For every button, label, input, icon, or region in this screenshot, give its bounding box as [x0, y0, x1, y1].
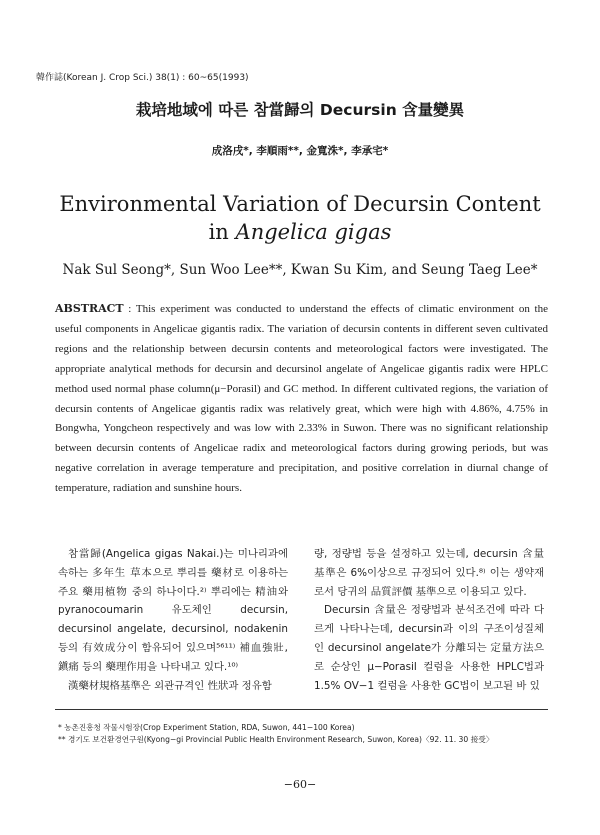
abstract-text: : This experiment was conducted to understand the effects of climatic environment on the useful components in Angelicae gigantis radix. The variation of decursin contents in different seven cultivated regions and the relationship between decursin contents and meteorological factors were investigated. The appropriate analytical methods for decursin and decursinol angelate of Angelicae gigantis radix were HPLC method used normal phase column(μ−Porasil) and GC method. In different cultivated regions, the variation of decursin contents of Angelicae gigantis radix was relatively great, which were high with 4.86%, 4.75% in Bongwha, Yongcheon respectively and was low with 2.33% in Suwon. There was no significant relationship between decursin contents of Angelicae radix and meteorological factors during growing periods, but was negative correlation in average temperature and precipitation, and positive correlation in diurnal change of temperature, radiation and sunshine hours.: [55, 303, 548, 495]
english-title-prefix: in: [208, 220, 229, 244]
english-title-line1: Environmental Variation of Decursin Content: [59, 192, 541, 216]
body-paragraph: Decursin 含量은 정량법과 분석조건에 따라 다르게 나타나는데, decursin과 이의 구조이성질체인 decursinol angelate가 分離되는 定量方法으로 순상인 μ−Porasil 컬럼을 사용한 HPLC법과 1.5% OV−1 컬럼을 사용한 GC법이 보고된 바 있: [314, 604, 544, 692]
abstract-label: ABSTRACT: [55, 302, 124, 315]
korean-authors: 成洛戌*, 李順雨**, 金寬洙*, 李承宅*: [211, 145, 389, 157]
english-title-line2: [0, 220, 600, 244]
body-paragraph: 량, 정량법 등을 설정하고 있는데, decursin 含量基準은 6%이상으로 규정되어 있다.⁸⁾ 이는 생약재로서 당귀의 品質評價 基準으로 이용되고 있다.: [314, 548, 544, 598]
body-paragraph: 漢藥材規格基準은 외관규격인 性狀과 정유함: [68, 679, 272, 692]
footnote-divider: [55, 709, 548, 710]
body-column-right: [314, 545, 544, 695]
abstract: [55, 299, 548, 499]
korean-title: 栽培地域에 따른 참當歸의 Decursin 含量變異: [135, 101, 465, 119]
footnote-affiliation-2: ** 경기도 보건환경연구원(Kyong−gi Provincial Public Health Environment Research, Suwon, Korea)〈92. 11. 30 接受〉: [58, 735, 494, 744]
journal-citation: 韓作誌(Korean J. Crop Sci.) 38(1) : 60~65(1993): [36, 73, 249, 83]
footnotes: [58, 722, 548, 746]
english-title-species: Angelica gigas: [235, 220, 392, 244]
body-paragraph: 참當歸(Angelica gigas Nakai.)는 미나리과에 속하는 多年生 草本으로 뿌리를 藥材로 이용하는 주요 藥用植物 중의 하나이다.²⁾ 뿌리에는 精油와 pyranocoumarin 유도체인 decursin, decursinol angelate, decursinol, nodakenin 등의 有效成分이 함유되어 있으며⁵⁶¹¹⁾ 補血強壯, 鎭痛 등의 藥理作用을 나타내고 있다.¹⁰⁾: [58, 548, 288, 673]
page-number: −60−: [283, 778, 317, 791]
footnote-affiliation-1: * 농촌진흥청 작물시험장(Crop Experiment Station, RDA, Suwon, 441−100 Korea): [58, 723, 355, 732]
english-authors: Nak Sul Seong*, Sun Woo Lee**, Kwan Su Kim, and Seung Taeg Lee*: [62, 262, 538, 278]
body-column-left: [58, 545, 288, 695]
